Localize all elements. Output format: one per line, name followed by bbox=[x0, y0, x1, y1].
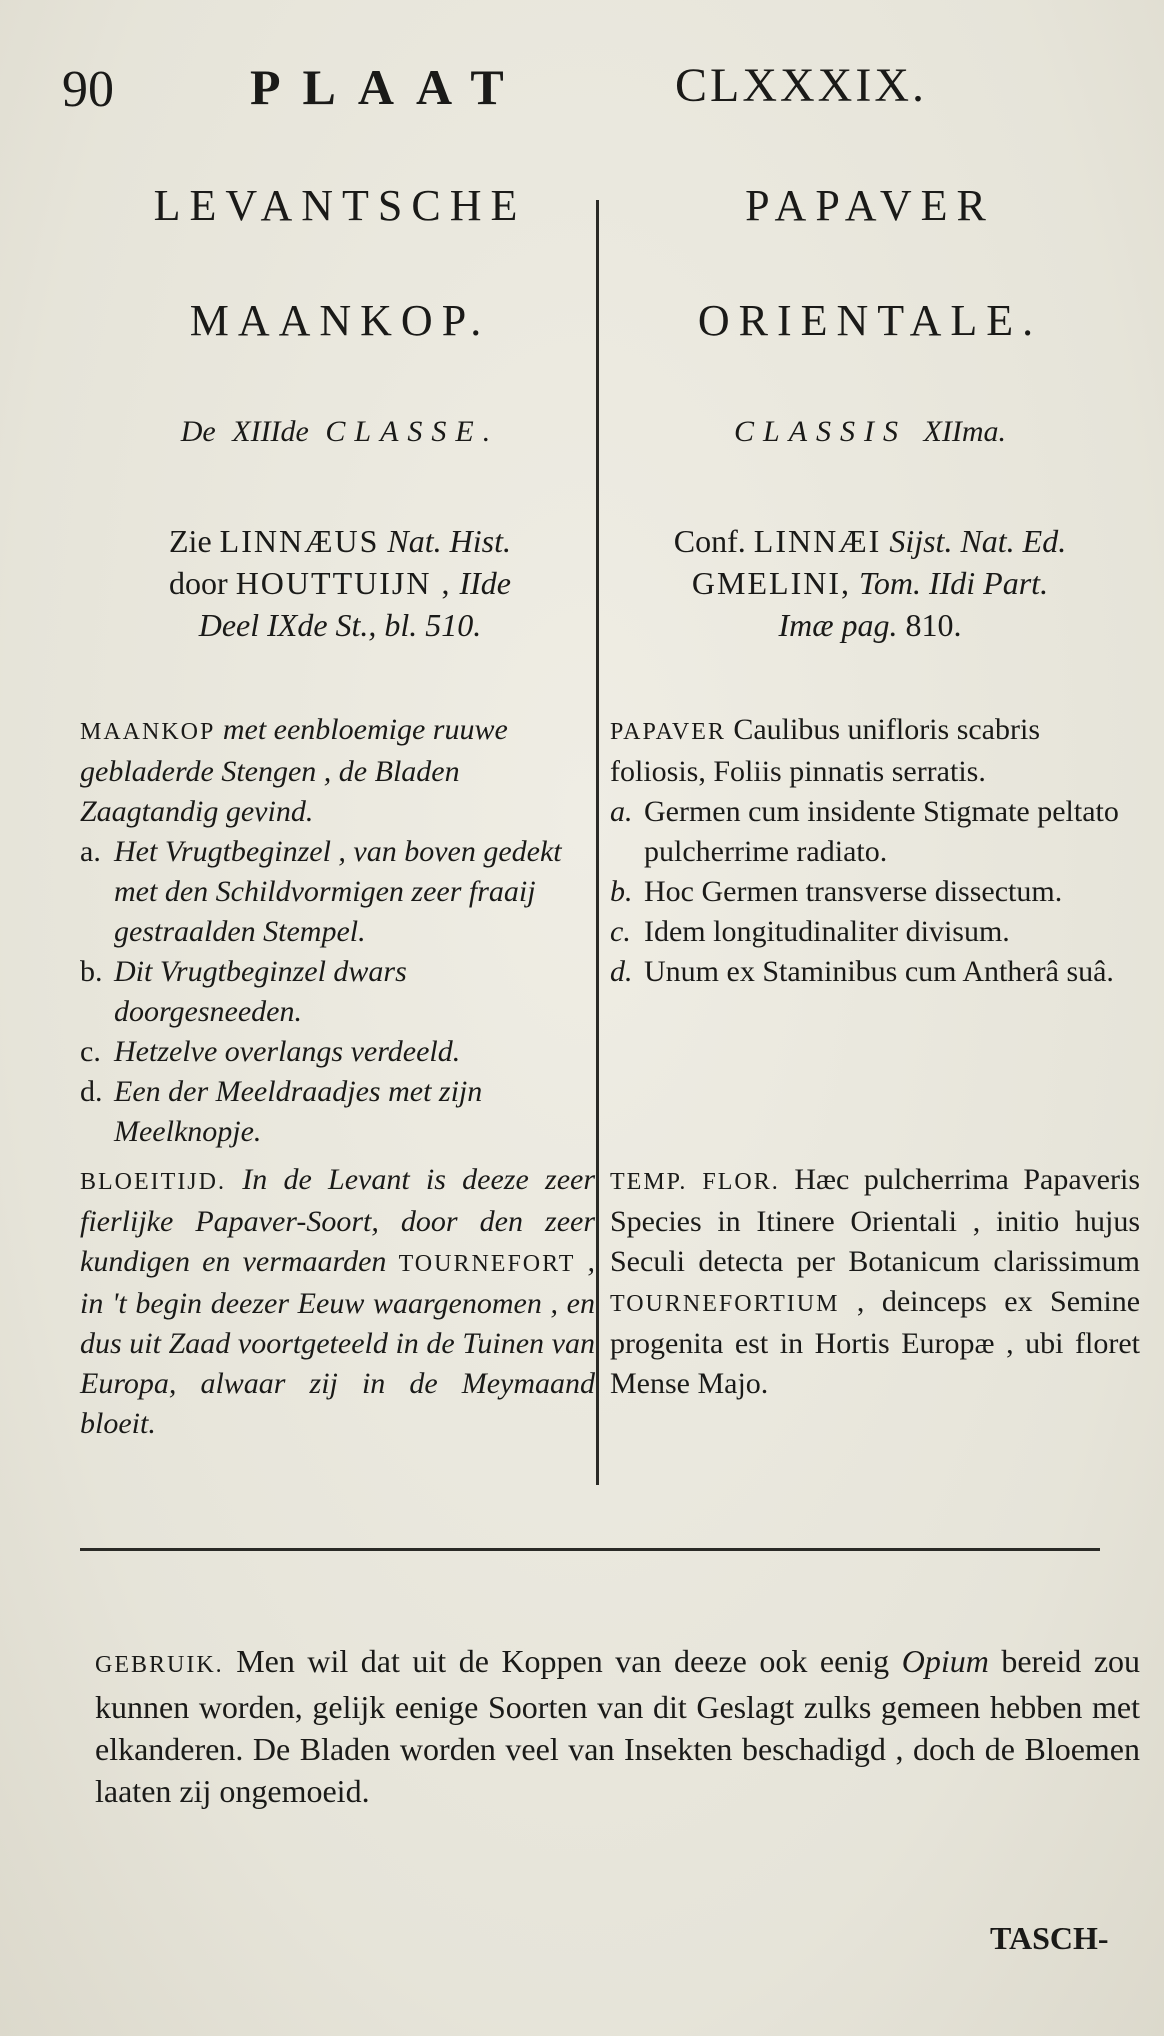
plate-number: CLXXXIX. bbox=[675, 59, 927, 112]
right-ref-pag: Imæ pag. bbox=[778, 607, 898, 643]
left-item-b: b. Dit Vrugtbeginzel dwars doorgesneeden. bbox=[80, 955, 407, 1028]
left-ref-deel: Deel IXde St., bl. 510. bbox=[198, 607, 482, 643]
right-ref-linnaei: LINNÆI bbox=[753, 523, 882, 559]
column-divider bbox=[596, 200, 599, 1485]
left-description bbox=[80, 710, 595, 1152]
left-item-a: a. Het Vrugtbeginzel , van boven gedekt met den Schildvormigen zeer fraaij gestraalden Stempel. bbox=[80, 835, 562, 948]
right-title-line2: ORIENTALE. bbox=[697, 296, 1043, 345]
right-item-a: a. Germen cum insidente Stigmate peltato pulcherrime radiato. bbox=[610, 795, 1119, 868]
left-classe-word: CLASSE. bbox=[325, 415, 500, 448]
right-classe bbox=[610, 415, 1130, 449]
right-ref-sijst: Sijst. Nat. Ed. bbox=[889, 523, 1067, 559]
left-classe-prefix: De bbox=[180, 415, 216, 448]
left-bloei-lead: BLOEITIJD. bbox=[80, 1169, 226, 1195]
right-ref-tom: Tom. IIdi Part. bbox=[859, 565, 1049, 601]
left-ref-zie: Zie bbox=[169, 523, 212, 559]
left-ref-linnaeus: LINNÆUS bbox=[219, 523, 380, 559]
left-classe-num: XIIIde bbox=[232, 415, 309, 448]
right-temp-flor bbox=[610, 1160, 1140, 1404]
left-bloei-text-1: In de Levant is deeze zeer fierlijke Papaver-Soort, door den zeer kundigen en vermaarden bbox=[80, 1163, 595, 1278]
right-classe-word: CLASSIS bbox=[734, 415, 908, 448]
running-title: PLAAT bbox=[250, 59, 526, 115]
left-title-line1: LEVANTSCHE bbox=[153, 181, 527, 230]
gebruik-text-2: bereid zou kunnen worden, gelijk eenige Soorten van dit Geslagt zulks gemeen hebben met elkanderen. De Bladen worden veel van Insekten beschadigd , doch de Bloemen laaten zij ongemoeid. bbox=[95, 1643, 1141, 1809]
right-temp-lead: TEMP. FLOR. bbox=[610, 1169, 780, 1195]
left-reference bbox=[80, 520, 600, 646]
left-bloei-name: TOURNEFORT bbox=[398, 1251, 576, 1277]
right-ref-gmelini: GMELINI, bbox=[691, 565, 851, 601]
left-bloei-text-2: , in 't begin deezer Eeuw waargenomen , en dus uit Zaad voortgeteeld in de Tuinen van Europa, alwaar zij in de Meymaand bloeit. bbox=[80, 1245, 595, 1440]
left-desc-text: met eenbloemige ruuwe gebladerde Stengen , de Bladen Zaagtandig gevind. bbox=[80, 713, 508, 828]
left-ref-door: door bbox=[169, 565, 228, 601]
gebruik-opium: Opium bbox=[901, 1643, 989, 1679]
right-desc-lead: PAPAVER bbox=[610, 719, 726, 745]
left-item-c: c. Hetzelve overlangs verdeeld. bbox=[80, 1035, 461, 1068]
horizontal-rule bbox=[80, 1548, 1100, 1551]
right-desc-text: Caulibus unifloris scabris foliosis, Foliis pinnatis serratis. bbox=[610, 713, 1040, 788]
right-reference bbox=[610, 520, 1130, 646]
left-ref-houttuijn: HOUTTUIJN , bbox=[235, 565, 452, 601]
right-ref-page-number: 810. bbox=[905, 607, 962, 643]
right-title-line1: PAPAVER bbox=[745, 181, 995, 230]
right-item-b: b. Hoc Germen transverse dissectum. bbox=[610, 875, 1063, 908]
gebruik-paragraph bbox=[95, 1640, 1140, 1812]
left-ref-nat-hist: Nat. Hist. bbox=[387, 523, 511, 559]
catchword: TASCH- bbox=[990, 1920, 1109, 1956]
gebruik-lead: GEBRUIK. bbox=[95, 1652, 224, 1678]
left-bloeitijd bbox=[80, 1160, 595, 1444]
right-temp-name: TOURNEFORTIUM bbox=[610, 1291, 840, 1317]
page-number: 90 bbox=[62, 61, 114, 118]
right-temp-text-1: Hæc pulcherrima Papaveris Species in Itinere Orientali , initio hujus Seculi detecta per Botanicum clarissimum bbox=[610, 1163, 1140, 1278]
left-item-d: d. Een der Meeldraadjes met zijn Meelknopje. bbox=[80, 1075, 483, 1148]
left-classe bbox=[80, 415, 600, 449]
right-item-c: c. Idem longitudinaliter divisum. bbox=[610, 915, 1010, 948]
right-temp-text-2: , deinceps ex Semine progenita est in Hortis Europæ , ubi floret Mense Majo. bbox=[610, 1285, 1141, 1400]
right-description bbox=[610, 710, 1140, 992]
left-desc-lead: MAANKOP bbox=[80, 719, 216, 745]
left-ref-iide: IIde bbox=[459, 565, 511, 601]
gebruik-text-1: Men wil dat uit de Koppen van deeze ook eenig bbox=[236, 1643, 890, 1679]
right-classe-num: XIIma. bbox=[923, 415, 1006, 448]
right-ref-conf: Conf. bbox=[673, 523, 746, 559]
left-title-line2: MAANKOP. bbox=[189, 296, 491, 345]
right-item-d: d. Unum ex Staminibus cum Antherâ suâ. bbox=[610, 955, 1114, 988]
